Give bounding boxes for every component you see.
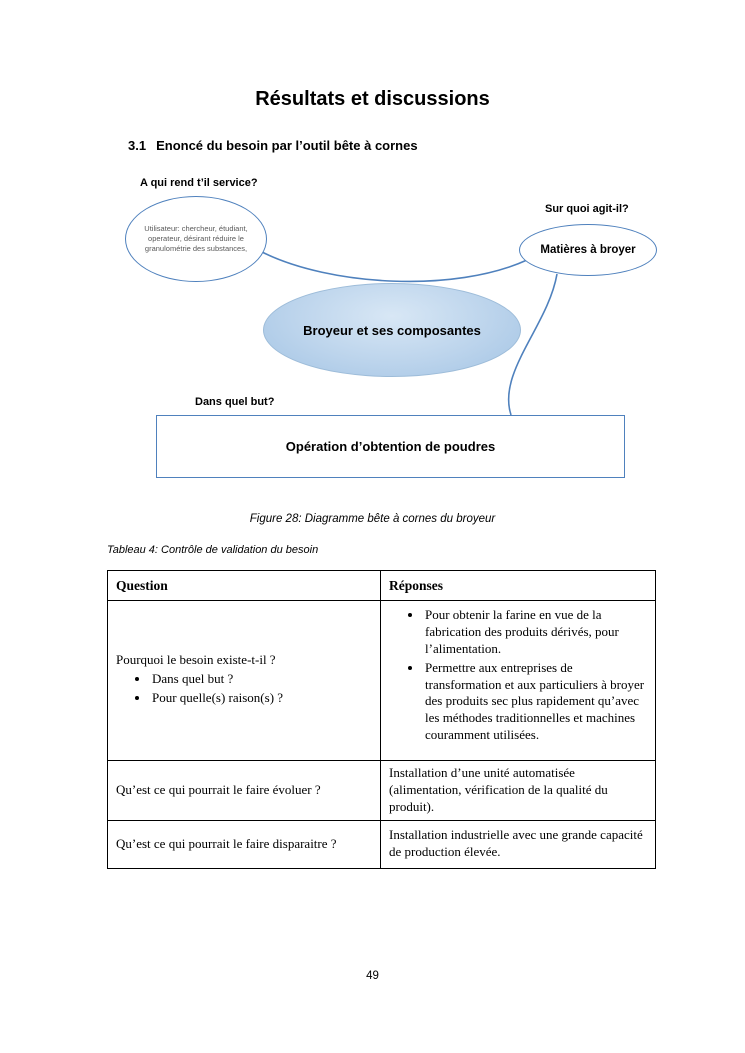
ellipse-broyeur	[263, 283, 521, 377]
goal-box	[156, 415, 625, 478]
ellipse-matieres-text: Matières à broyer	[540, 244, 636, 256]
label-a-qui-rend-service: A qui rend t’il service?	[140, 177, 258, 189]
answer-bullet-list	[389, 607, 647, 744]
label-sur-quoi-agit-il: Sur quoi agit-il?	[545, 203, 629, 215]
table-row	[108, 601, 656, 761]
curve-matter-to-goal	[509, 274, 557, 415]
question-cell	[108, 601, 381, 761]
section-title: Enoncé du besoin par l’outil bête à cornes	[156, 138, 418, 153]
page-title: Résultats et discussions	[255, 88, 490, 110]
question-bullet: • Dans quel but ?	[150, 671, 372, 688]
table-header-row	[108, 571, 656, 601]
header-question: Question	[108, 571, 381, 601]
question-cell: Qu’est ce qui pourrait le faire évoluer ?	[108, 761, 381, 821]
answer-bullet: • Pour obtenir la farine en vue de la fabrication des produits dérivés, pour l’alimentation.	[423, 607, 647, 658]
table-caption: Tableau 4: Contrôle de validation du besoin	[107, 544, 319, 556]
table-row	[108, 820, 656, 868]
answer-cell	[381, 601, 656, 761]
ellipse-utilisateur	[125, 196, 267, 282]
question-text: Pourquoi le besoin existe-t-il ?	[116, 652, 276, 668]
page-number: 49	[366, 970, 379, 982]
table-row	[108, 761, 656, 821]
answer-bullet: • Permettre aux entreprises de transformation et aux particuliers à broyer des produits sec plus rapidement qu’avec les méthodes traditionnelles et machines couramment utilisées.	[423, 660, 647, 744]
ellipse-utilisateur-text: Utilisateur: chercheur, étudiant, operateur, désirant réduire le granulométrie des substances,	[144, 223, 248, 254]
answer-cell: Installation industrielle avec une grande capacité de production élevée.	[381, 820, 656, 868]
bete-a-cornes-diagram	[0, 0, 745, 520]
question-cell: Qu’est ce qui pourrait le faire disparaitre ?	[108, 820, 381, 868]
question-bullet: • Pour quelle(s) raison(s) ?	[150, 690, 372, 707]
section-number: 3.1	[128, 138, 147, 153]
goal-box-text: Opération d’obtention de poudres	[285, 439, 496, 454]
header-reponses: Réponses	[381, 571, 656, 601]
validation-table	[107, 570, 656, 869]
figure-caption: Figure 28: Diagramme bête à cornes du broyeur	[249, 513, 496, 525]
label-dans-quel-but: Dans quel but?	[195, 396, 275, 408]
curve-user-to-matter	[262, 252, 527, 281]
question-bullet-list	[116, 671, 372, 707]
ellipse-matieres-a-broyer	[519, 224, 657, 276]
ellipse-broyeur-text: Broyeur et ses composantes	[303, 322, 481, 338]
answer-cell: Installation d’une unité automatisée (alimentation, vérification de la qualité du produit).	[381, 761, 656, 821]
